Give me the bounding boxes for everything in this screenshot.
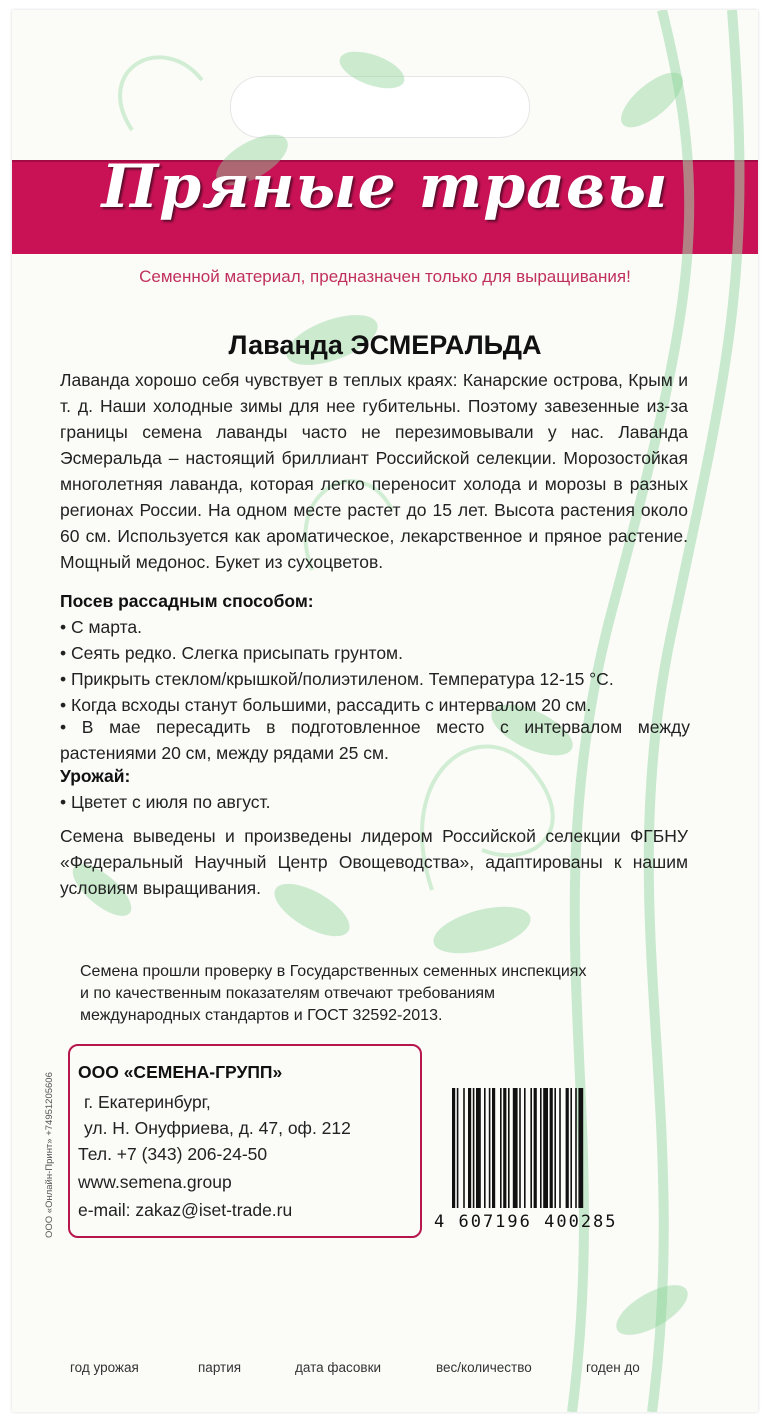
- barcode-bar: [554, 1088, 556, 1208]
- barcode-bar: [503, 1088, 506, 1208]
- company-address: ул. Н. Онуфриева, д. 47, оф. 212: [84, 1118, 351, 1138]
- company-phone: Тел. +7 (343) 206-24-50: [78, 1144, 268, 1164]
- barcode-bar: [575, 1088, 577, 1208]
- footer-field-batch: партия: [198, 1360, 242, 1375]
- harvest-item: • Цветет с июля по август.: [60, 792, 271, 812]
- barcode-bar: [566, 1088, 569, 1208]
- barcode-bar: [559, 1088, 561, 1208]
- barcode-bar: [463, 1088, 465, 1208]
- barcode-bar: [543, 1088, 548, 1208]
- certification-line: Семена прошли проверку в Государственных семенных инспекциях: [80, 963, 587, 980]
- barcode-bar: [473, 1088, 475, 1208]
- barcode-bar: [519, 1088, 521, 1208]
- product-title: Лаванда ЭСМЕРАЛЬДА: [228, 330, 542, 360]
- footer-field-best-before: годен до: [586, 1360, 640, 1375]
- barcode-bar: [500, 1088, 502, 1208]
- category-title: Пряные травы: [101, 152, 669, 222]
- barcode-bar: [457, 1088, 459, 1208]
- barcode: [452, 1088, 662, 1208]
- company-city: г. Екатеринбург,: [84, 1092, 211, 1112]
- barcode-bar: [540, 1088, 542, 1208]
- company-email: e-mail: zakaz@iset-trade.ru: [78, 1200, 293, 1220]
- barcode-bar: [534, 1088, 537, 1208]
- barcode-bar: [468, 1088, 471, 1208]
- footer-field-weight: вес/количество: [436, 1360, 532, 1375]
- certification-line: и по качественным показателям отвечают требованиям: [80, 985, 496, 1002]
- harvest-heading: Урожай:: [60, 766, 131, 786]
- certification-line: международных стандартов и ГОСТ 32592-2013.: [80, 1007, 443, 1024]
- barcode-number: 4 607196 400285: [434, 1212, 618, 1232]
- footer-field-pack-date: дата фасовки: [295, 1360, 382, 1375]
- barcode-bar: [578, 1088, 583, 1208]
- product-description: Лаванда хорошо себя чувствует в теплых краях: Канарские острова, Крым и т. д. Наши холодные зимы для нее губительны. Поэтому завезенные из-за границы семена лаванды часто не перезимовывали у нас. Лаванда Эсмеральда – настоящий бриллиант Российской селекции. Морозостойкая многолетняя лаванда, которая легко переносит холода и морозы в разных регионах России. На одном месте растет до 15 лет. Высота растения около 60 см. Используется как ароматическое, лекарственное и пряное растение. Мощный медонос. Букет из сухоцветов.: [60, 370, 688, 572]
- barcode-bar: [492, 1088, 495, 1208]
- sowing-item: • В мае пересадить в подготовленное место с интервалом между растениями 20 см, между рядами 25 см.: [60, 717, 691, 763]
- barcode-bar: [524, 1088, 526, 1208]
- footer-field-harvest-year: год урожая: [70, 1360, 139, 1375]
- barcode-bar: [508, 1088, 510, 1208]
- sowing-heading: Посев рассадным способом:: [60, 591, 314, 611]
- company-website: www.semena.group: [78, 1172, 232, 1192]
- barcode-bar: [570, 1088, 572, 1208]
- barcode-bar: [550, 1088, 553, 1208]
- barcode-bar: [452, 1088, 455, 1208]
- barcode-bar: [476, 1088, 481, 1208]
- origin-note: Семена выведены и произведены лидером Российской селекции ФГБНУ «Федеральный Научный Центр Овощеводства», адаптированы к нашим условиям выращивания.: [60, 826, 688, 898]
- printer-credit: ООО «Онлайн-Принт» +74951205606: [44, 1072, 55, 1238]
- sowing-item: • С марта.: [60, 617, 143, 637]
- sowing-item: • Когда всходы станут большими, рассадить с интервалом 20 см.: [60, 695, 592, 715]
- barcode-bar: [484, 1088, 486, 1208]
- barcode-bar: [513, 1088, 518, 1208]
- sowing-item: • Прикрыть стеклом/крышкой/полиэтиленом. Температура 12-15 °С.: [60, 669, 614, 689]
- certification-note: [80, 961, 680, 1027]
- usage-warning: Семенной материал, предназначен только для выращивания!: [139, 267, 631, 286]
- company-name: ООО «СЕМЕНА-ГРУПП»: [78, 1062, 283, 1082]
- barcode-bar: [530, 1088, 532, 1208]
- barcode-bar: [489, 1088, 491, 1208]
- sowing-item: • Сеять редко. Слегка присыпать грунтом.: [60, 643, 403, 663]
